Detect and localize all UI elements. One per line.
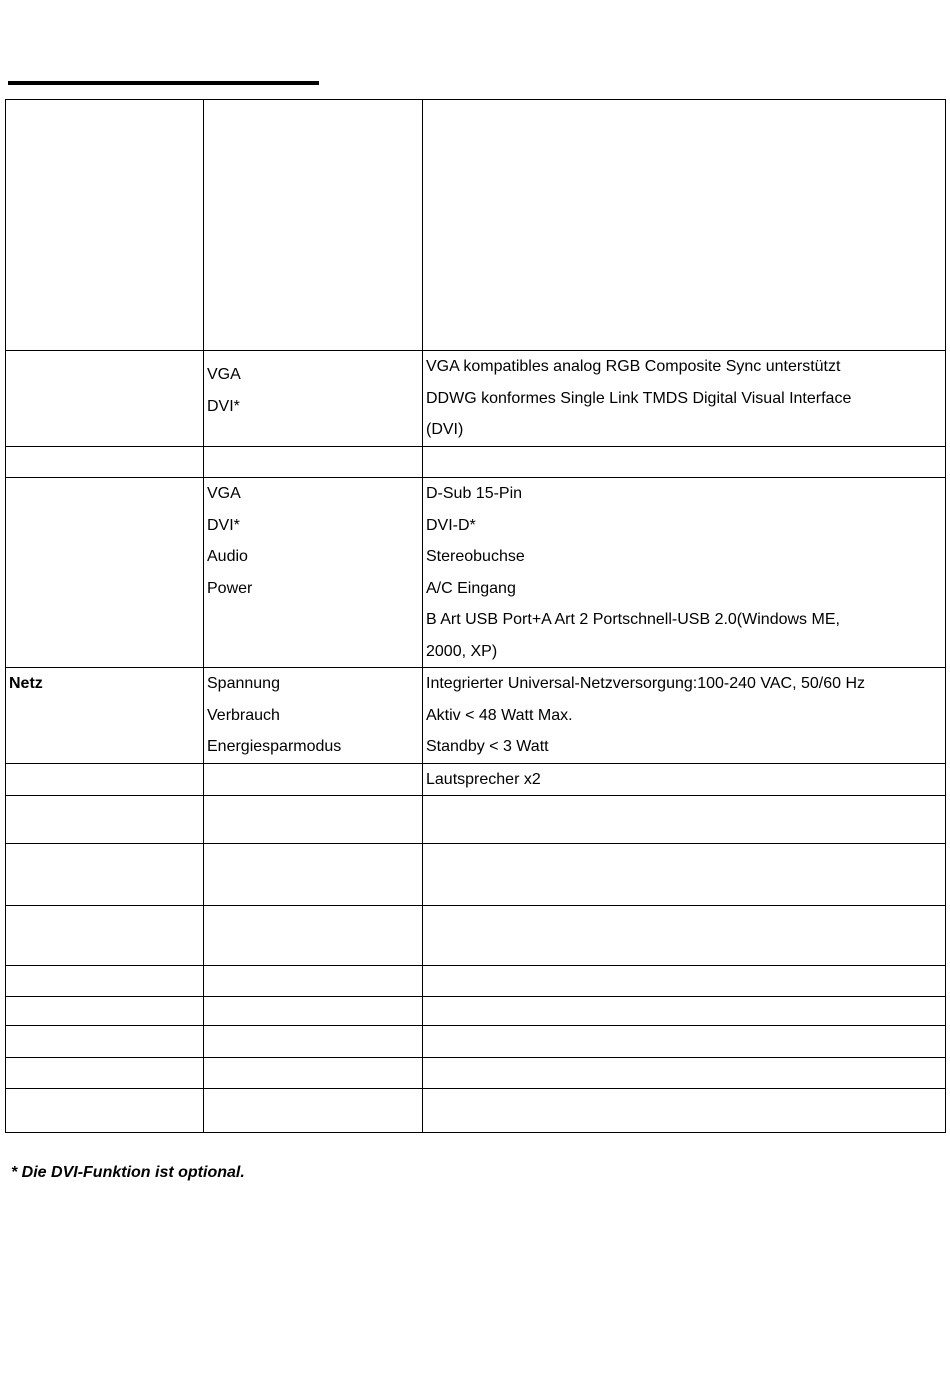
row-values xyxy=(423,351,946,447)
value-usb: B Art USB Port+A Art 2 Portschnell-USB 2.0(Windows ME, xyxy=(426,611,840,628)
table-row xyxy=(6,796,946,844)
row-label xyxy=(6,966,204,997)
key-dvi: DVI* xyxy=(207,397,240,415)
row-label xyxy=(6,844,204,906)
row-keys xyxy=(204,668,423,764)
row-label-netz: Netz xyxy=(6,668,204,764)
value-dsub: D-Sub 15-Pin xyxy=(426,485,523,502)
row-keys xyxy=(204,796,423,844)
row-label xyxy=(6,1058,204,1089)
row-keys xyxy=(204,100,423,351)
table-row-signal-input xyxy=(6,351,946,447)
row-label xyxy=(6,478,204,668)
row-label xyxy=(6,906,204,966)
table-row-power xyxy=(6,668,946,764)
row-keys xyxy=(204,1058,423,1089)
row-keys xyxy=(204,906,423,966)
table-row xyxy=(6,447,946,478)
row-keys xyxy=(204,844,423,906)
row-values xyxy=(423,1058,946,1089)
key-voltage: Spannung xyxy=(207,675,280,692)
row-keys xyxy=(204,447,423,478)
row-values xyxy=(423,763,946,796)
row-label xyxy=(6,1089,204,1133)
row-keys xyxy=(204,997,423,1026)
row-values xyxy=(423,100,946,351)
value-ac-input: A/C Eingang xyxy=(426,579,516,597)
row-values xyxy=(423,668,946,764)
key-audio: Audio xyxy=(207,548,248,565)
key-vga: VGA xyxy=(207,366,241,383)
row-keys xyxy=(204,478,423,668)
table-row-speakers xyxy=(6,763,946,796)
key-vga: VGA xyxy=(207,485,241,502)
row-label xyxy=(6,351,204,447)
table-row-connectors xyxy=(6,478,946,668)
value-consumption: Aktiv < 48 Watt Max. xyxy=(426,706,573,724)
key-dvi: DVI* xyxy=(207,516,240,534)
row-values xyxy=(423,966,946,997)
value-vga: VGA kompatibles analog RGB Composite Sync unterstützt xyxy=(426,358,841,375)
table-row xyxy=(6,966,946,997)
row-label xyxy=(6,997,204,1026)
row-values xyxy=(423,906,946,966)
row-values xyxy=(423,1089,946,1133)
key-power-saving: Energiesparmodus xyxy=(207,738,342,755)
value-voltage: Integrierter Universal-Netzversorgung:100-240 VAC, 50/60 Hz xyxy=(426,675,866,692)
value-standby: Standby < 3 Watt xyxy=(426,738,549,755)
row-values xyxy=(423,844,946,906)
row-values xyxy=(423,997,946,1026)
value-dvi-d: DVI-D* xyxy=(426,516,476,534)
row-keys xyxy=(204,763,423,796)
row-keys xyxy=(204,351,423,447)
row-values xyxy=(423,478,946,668)
key-power: Power xyxy=(207,579,253,597)
table-row xyxy=(6,100,946,351)
table-row xyxy=(6,1089,946,1133)
table-row xyxy=(6,844,946,906)
value-dvi-cont: (DVI) xyxy=(426,421,464,438)
value-usb-cont: 2000, XP) xyxy=(426,642,498,660)
specification-table xyxy=(5,99,946,1133)
title-underline xyxy=(8,81,319,85)
value-dvi: DDWG konformes Single Link TMDS Digital Visual Interface xyxy=(426,389,852,407)
row-values xyxy=(423,1026,946,1058)
table-row xyxy=(6,1026,946,1058)
row-keys xyxy=(204,1089,423,1133)
footnote: * Die DVI-Funktion ist optional. xyxy=(11,1164,245,1181)
row-values xyxy=(423,447,946,478)
table-row xyxy=(6,1058,946,1089)
row-keys xyxy=(204,1026,423,1058)
value-speakers: Lautsprecher x2 xyxy=(426,770,541,788)
row-label xyxy=(6,763,204,796)
table-row xyxy=(6,997,946,1026)
row-label xyxy=(6,100,204,351)
row-label xyxy=(6,796,204,844)
table-row xyxy=(6,906,946,966)
row-keys xyxy=(204,966,423,997)
row-label xyxy=(6,447,204,478)
value-stereo: Stereobuchse xyxy=(426,548,525,565)
row-label xyxy=(6,1026,204,1058)
row-values xyxy=(423,796,946,844)
key-consumption: Verbrauch xyxy=(207,706,280,724)
